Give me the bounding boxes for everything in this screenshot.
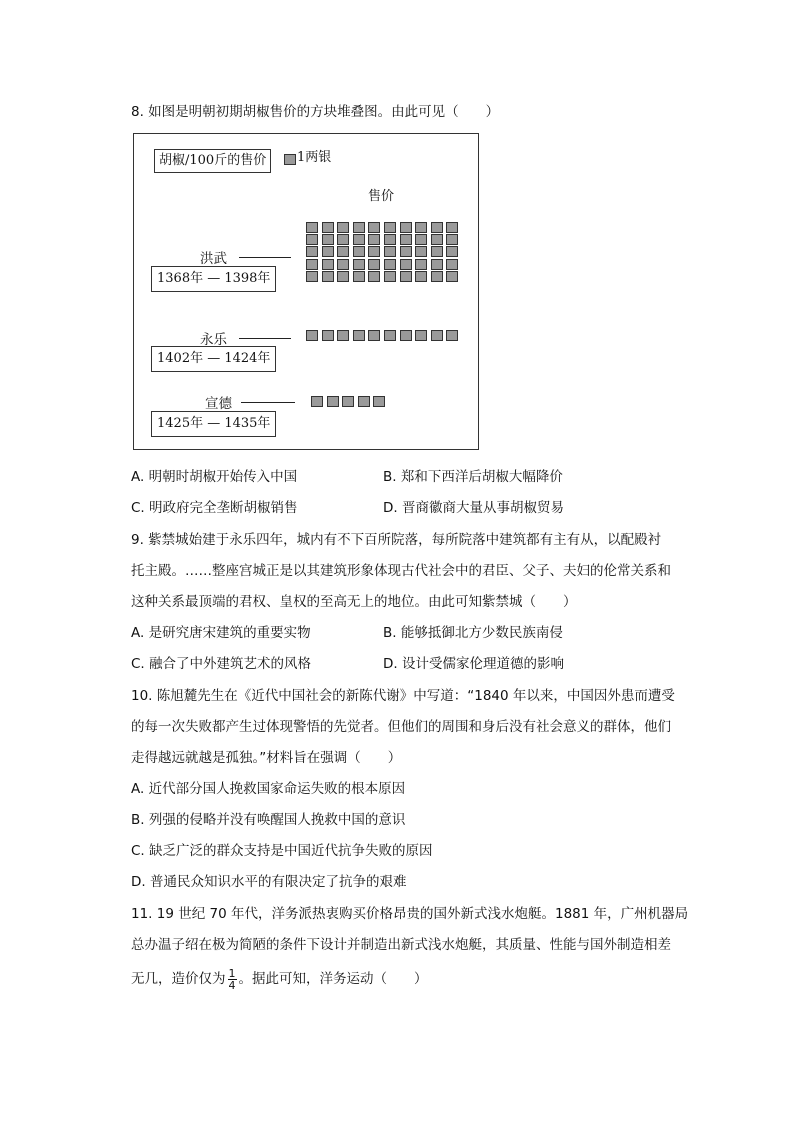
legend-square-icon: [284, 154, 296, 165]
price-square: [337, 234, 349, 245]
legend-unit: 1两银: [297, 150, 332, 165]
price-square: [384, 330, 396, 341]
era-period-hongwu: 1368年 — 1398年: [151, 266, 276, 292]
era-period-xuande: 1425年 — 1435年: [151, 411, 276, 437]
q10-option-b: B. 列强的侵略并没有唤醒国人挽救中国的意识: [131, 812, 406, 828]
price-square: [353, 330, 365, 341]
column-header: 售价: [368, 189, 395, 204]
q10-option-c: C. 缺乏广泛的群众支持是中国近代抗争失败的原因: [131, 843, 433, 859]
fraction-numerator: 1: [228, 966, 236, 980]
q11-line-3-end: 。据此可知，洋务运动（ ）: [238, 971, 428, 987]
price-square: [337, 330, 349, 341]
price-square: [368, 271, 380, 282]
price-square: [384, 246, 396, 257]
price-square: [337, 259, 349, 270]
price-square: [322, 259, 334, 270]
price-square: [431, 234, 443, 245]
fraction-denominator: 4: [228, 978, 236, 992]
price-square: [337, 222, 349, 233]
price-square: [337, 246, 349, 257]
price-square: [446, 222, 458, 233]
q8-option-c: C. 明政府完全垄断胡椒销售: [131, 500, 298, 516]
price-square: [373, 396, 385, 407]
price-square: [446, 246, 458, 257]
price-square: [322, 271, 334, 282]
price-square: [311, 396, 323, 407]
q8-option-d: D. 晋商徽商大量从事胡椒贸易: [383, 500, 564, 516]
price-square: [384, 271, 396, 282]
price-square: [415, 234, 427, 245]
price-square: [446, 259, 458, 270]
q10-line-1: 10. 陈旭麓先生在《近代中国社会的新陈代谢》中写道：“1840 年以来，中国因外患而遭受: [131, 688, 675, 704]
price-square: [384, 259, 396, 270]
price-square: [400, 234, 412, 245]
price-square: [322, 222, 334, 233]
q9-option-d: D. 设计受儒家伦理道德的影响: [383, 656, 564, 672]
era-leader-line: [241, 402, 295, 403]
price-square: [431, 246, 443, 257]
price-square: [431, 271, 443, 282]
price-square: [368, 330, 380, 341]
q8-option-b: B. 郑和下西洋后胡椒大幅降价: [383, 469, 563, 485]
price-square: [358, 396, 370, 407]
q9-option-c: C. 融合了中外建筑艺术的风格: [131, 656, 312, 672]
price-square: [400, 271, 412, 282]
price-square: [368, 234, 380, 245]
price-square: [415, 271, 427, 282]
fraction: [228, 968, 237, 991]
q9-line-2: 托主殿。……整座宫城正是以其建筑形象体现古代社会中的君臣、父子、夫妇的伦常关系和: [131, 563, 671, 579]
price-square: [306, 271, 318, 282]
price-square: [384, 222, 396, 233]
q9-option-a: A. 是研究唐宋建筑的重要实物: [131, 625, 311, 641]
price-square: [337, 271, 349, 282]
price-square: [306, 330, 318, 341]
price-square: [446, 234, 458, 245]
price-square: [400, 246, 412, 257]
q10-option-d: D. 普通民众知识水平的有限决定了抗争的艰难: [131, 874, 407, 890]
price-square: [431, 222, 443, 233]
q10-line-3: 走得越远就越是孤独。”材料旨在强调（ ）: [131, 750, 402, 766]
price-square: [415, 222, 427, 233]
q10-option-a: A. 近代部分国人挽救国家命运失败的根本原因: [131, 781, 406, 797]
price-square: [353, 246, 365, 257]
price-square: [353, 234, 365, 245]
era-leader-line: [239, 257, 291, 258]
price-square: [446, 330, 458, 341]
price-square: [431, 330, 443, 341]
price-square: [306, 222, 318, 233]
q11-line-3-start: 无几，造价仅为: [131, 971, 226, 987]
price-square: [327, 396, 339, 407]
price-square: [353, 259, 365, 270]
price-square: [306, 234, 318, 245]
legend-title: 胡椒/100斤的售价: [154, 149, 271, 173]
era-name-hongwu: 洪武: [200, 251, 227, 267]
price-square: [400, 259, 412, 270]
price-square: [322, 234, 334, 245]
price-square: [415, 259, 427, 270]
q11-line-3: [131, 966, 428, 992]
q11-line-2: 总办温子绍在极为简陋的条件下设计并制造出新式浅水炮艇，其质量、性能与国外制造相差: [131, 937, 671, 953]
price-square: [306, 259, 318, 270]
price-square: [400, 222, 412, 233]
pepper-price-figure: [133, 133, 479, 450]
era-period-yongle: 1402年 — 1424年: [151, 346, 276, 372]
price-square: [353, 271, 365, 282]
q8-stem: 8. 如图是明朝初期胡椒售价的方块堆叠图。由此可见（ ）: [131, 104, 500, 120]
price-square: [322, 246, 334, 257]
q8-option-a: A. 明朝时胡椒开始传入中国: [131, 469, 298, 485]
q9-line-3: 这种关系最顶端的君权、皇权的至高无上的地位。由此可知紫禁城（ ）: [131, 594, 577, 610]
price-square: [446, 271, 458, 282]
price-square: [342, 396, 354, 407]
price-square: [322, 330, 334, 341]
q10-line-2: 的每一次失败都产生过体现警悟的先觉者。但他们的周围和身后没有社会意义的群体，他们: [131, 719, 671, 735]
price-square: [431, 259, 443, 270]
era-name-yongle: 永乐: [200, 332, 227, 348]
era-leader-line: [239, 338, 291, 339]
q9-line-1: 9. 紫禁城始建于永乐四年，城内有不下百所院落，每所院落中建筑都有主有从，以配殿衬: [131, 532, 662, 548]
price-square: [368, 246, 380, 257]
q11-line-1: 11. 19 世纪 70 年代，洋务派热衷购买价格昂贵的国外新式浅水炮艇。1881 年，广州机器局: [131, 906, 689, 922]
price-square: [368, 259, 380, 270]
price-square: [400, 330, 412, 341]
price-square: [415, 330, 427, 341]
price-square: [415, 246, 427, 257]
price-square: [384, 234, 396, 245]
q9-option-b: B. 能够抵御北方少数民族南侵: [383, 625, 563, 641]
era-name-xuande: 宣德: [205, 396, 232, 412]
price-square: [306, 246, 318, 257]
price-square: [368, 222, 380, 233]
price-square: [353, 222, 365, 233]
